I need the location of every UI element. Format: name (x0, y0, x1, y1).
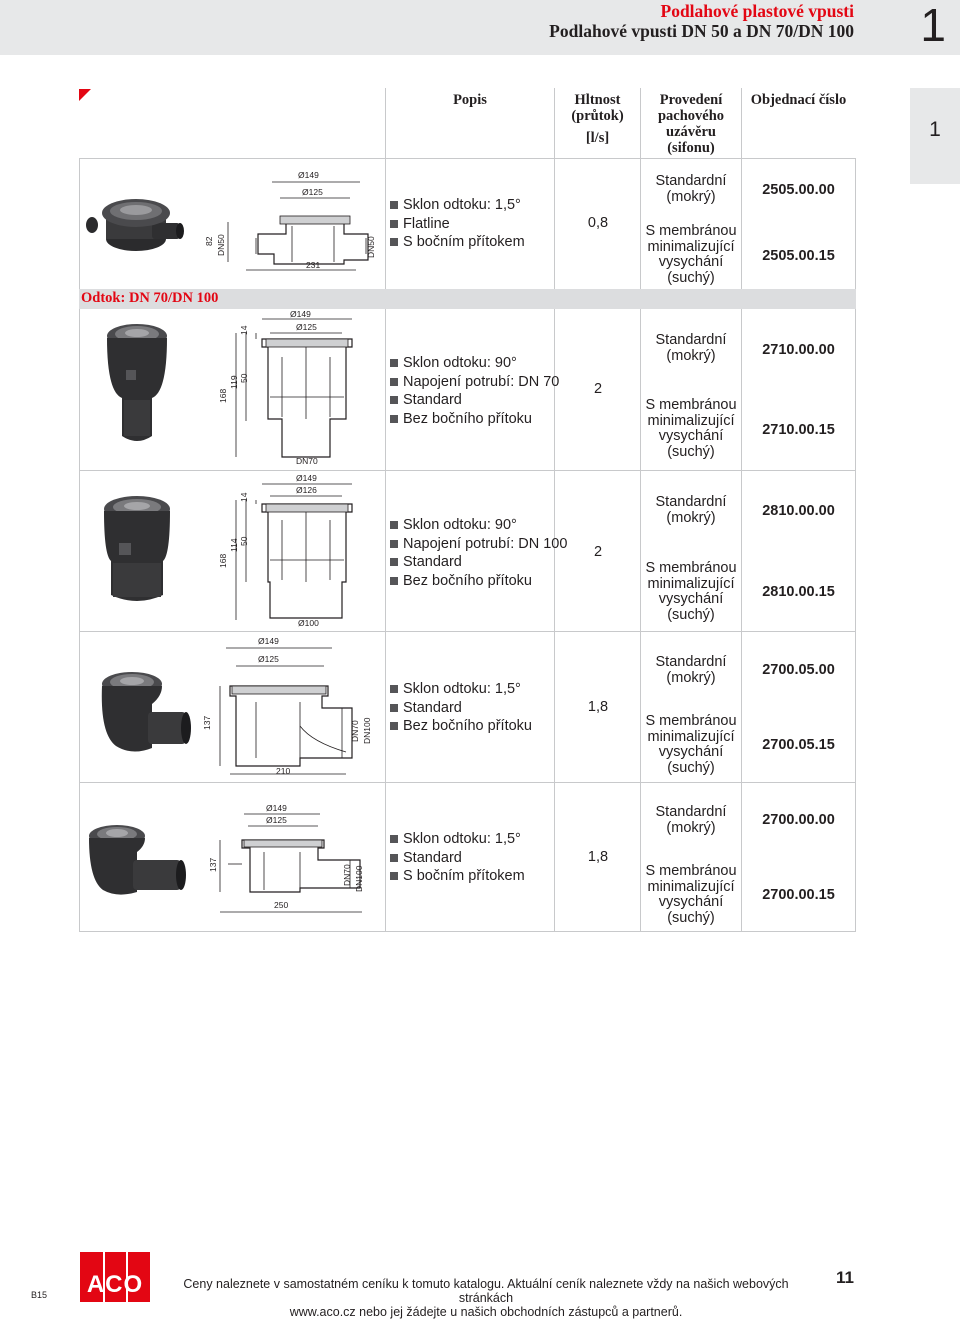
column-divider (385, 158, 386, 932)
section-band (79, 289, 856, 309)
order-code[interactable]: 2700.05.00 (762, 662, 835, 678)
row-divider (79, 782, 856, 783)
dim-h4: 168 (218, 388, 228, 403)
variant-line: minimalizující (647, 412, 735, 429)
dim-height: 137 (202, 715, 212, 730)
column-header-design (641, 92, 741, 156)
variant-dry (641, 561, 741, 623)
variant-line: Standardní (655, 494, 727, 510)
dim-h1: 14 (239, 492, 249, 502)
flow-value: 2 (593, 381, 603, 397)
order-code[interactable]: 2810.00.15 (762, 584, 835, 600)
variant-wet (641, 174, 741, 205)
feature-item: S bočním přítokem (390, 867, 525, 886)
order-code[interactable]: 2700.05.15 (762, 737, 835, 753)
variant-line: S membránou (645, 560, 737, 576)
variant-line: vysychání (658, 428, 724, 444)
feature-item: Bez bočního přítoku (390, 410, 559, 429)
row-divider (79, 631, 856, 632)
dim-d2: Ø125 (296, 322, 317, 332)
flow-value: 2 (593, 544, 603, 560)
catalog-section-title: Podlahové plastové vpusti (660, 1, 854, 21)
dim-h1: 14 (239, 325, 249, 335)
variant-line: S membránou (645, 223, 737, 239)
variant-line: Standardní (655, 654, 727, 670)
variant-dry (641, 714, 741, 776)
chapter-tab-label: 1 (929, 118, 941, 141)
order-code[interactable]: 2505.00.00 (762, 182, 835, 198)
dim-inlet: DN50 (216, 234, 226, 256)
variant-line: vysychání (658, 591, 724, 607)
dim-height: 82 (204, 236, 214, 246)
order-code[interactable]: 2700.00.00 (762, 812, 835, 828)
variant-line: (suchý) (667, 269, 715, 286)
dim-width: 250 (274, 900, 289, 910)
feature-item: Standard (390, 699, 532, 718)
feature-list (390, 830, 525, 886)
variant-line: minimalizující (647, 238, 735, 255)
variant-line: (suchý) (667, 443, 715, 460)
variant-line: vysychání (658, 744, 724, 760)
dim-outlet-1: DN70 (350, 720, 360, 742)
footer-line: Ceny naleznete v samostatném ceníku k tomuto katalogu. Aktuální ceník naleznete vždy na našich webových stránkách (183, 1277, 789, 1305)
feature-list (390, 354, 559, 428)
variant-line: vysychání (658, 894, 724, 910)
dim-h3: 119 (229, 375, 239, 389)
variant-wet (641, 655, 741, 686)
dim-outlet: DN50 (366, 236, 376, 258)
footer-link[interactable]: www.aco.cz nebo jej žádejte u našich obchodních zástupců a partnerů. (289, 1305, 683, 1319)
feature-list (390, 516, 567, 590)
feature-item: Bez bočního přítoku (390, 717, 532, 736)
column-header-flow-line: (průtok) (571, 108, 624, 124)
variant-line: (mokrý) (666, 669, 716, 686)
variant-wet (641, 805, 741, 836)
order-code[interactable]: 2710.00.15 (762, 422, 835, 438)
column-header-design-line: Provedení (659, 92, 723, 108)
column-header-popis: Popis (453, 92, 487, 108)
technical-drawing-2710 (212, 309, 382, 469)
page-title: Podlahové vpusti DN 50 a DN 70/DN 100 (549, 21, 854, 41)
dim-h2: 50 (239, 373, 249, 383)
feature-item: Napojení potrubí: DN 100 (390, 535, 567, 554)
feature-list (390, 196, 525, 252)
variant-line: (mokrý) (666, 819, 716, 836)
dim-outlet-1: DN70 (342, 864, 352, 886)
dim-outlet: Ø100 (298, 618, 319, 628)
row-divider (79, 470, 856, 471)
variant-wet (641, 333, 741, 364)
feature-item: Standard (390, 553, 567, 572)
feature-item: S bočním přítokem (390, 233, 525, 252)
dim-d2: Ø125 (302, 187, 323, 197)
dim-h2: 50 (239, 536, 249, 546)
column-header-order: Objednací číslo (750, 92, 847, 108)
logo-text: ACO (86, 1271, 144, 1298)
variant-line: vysychání (658, 254, 724, 270)
product-photo-2700-05 (96, 668, 192, 756)
footer-note (176, 1277, 796, 1319)
dim-d1: Ø149 (296, 473, 317, 483)
feature-item: Flatline (390, 215, 525, 234)
dim-outlet: DN70 (296, 456, 318, 466)
order-code[interactable]: 2710.00.00 (762, 342, 835, 358)
dim-height: 137 (208, 857, 218, 872)
dim-h3: 114 (229, 538, 239, 552)
feature-item: Bez bočního přítoku (390, 572, 567, 591)
feature-item: Sklon odtoku: 1,5° (390, 196, 525, 215)
variant-wet (641, 495, 741, 526)
page-code: B15 (31, 1290, 48, 1300)
variant-line: (suchý) (667, 759, 715, 776)
feature-item: Sklon odtoku: 90° (390, 354, 559, 373)
corner-marker (79, 89, 91, 101)
product-photo-2505 (84, 185, 188, 255)
order-code[interactable]: 2700.00.15 (762, 887, 835, 903)
variant-line: (mokrý) (666, 188, 716, 205)
dim-d1: Ø149 (298, 170, 319, 180)
product-photo-2710 (104, 318, 170, 450)
feature-item: Standard (390, 849, 525, 868)
variant-line: (mokrý) (666, 509, 716, 526)
product-photo-2810 (99, 491, 175, 607)
feature-item: Sklon odtoku: 90° (390, 516, 567, 535)
flow-value: 0,8 (587, 215, 609, 231)
dim-d2: Ø126 (296, 485, 317, 495)
technical-drawing-2700-05 (196, 634, 381, 780)
chapter-number: 1 (920, 0, 946, 51)
flow-value: 1,8 (587, 849, 609, 865)
dim-d1: Ø149 (266, 803, 287, 813)
variant-line: minimalizující (647, 878, 735, 895)
feature-item: Napojení potrubí: DN 70 (390, 373, 559, 392)
variant-line: (suchý) (667, 909, 715, 926)
dim-d2: Ø125 (266, 815, 287, 825)
section-label: Odtok: DN 70/DN 100 (81, 290, 219, 306)
variant-line: minimalizující (647, 728, 735, 745)
dim-d1: Ø149 (258, 636, 279, 646)
chapter-tab[interactable] (910, 88, 960, 184)
technical-drawing-2700-00 (200, 800, 380, 922)
variant-line: S membránou (645, 863, 737, 879)
column-header-design-line: pachového (657, 108, 725, 124)
variant-dry (641, 224, 741, 286)
variant-line: Standardní (655, 804, 727, 820)
dim-d2: Ø125 (258, 654, 279, 664)
technical-drawing-2505 (196, 164, 381, 284)
product-photo-2700-00 (85, 820, 189, 902)
variant-line: minimalizující (647, 575, 735, 592)
order-code[interactable]: 2810.00.00 (762, 503, 835, 519)
technical-drawing-2810 (212, 472, 382, 630)
column-header-flow-line: [l/s] (585, 130, 610, 146)
feature-item: Sklon odtoku: 1,5° (390, 680, 532, 699)
column-header-design-line: uzávěru (666, 124, 716, 140)
variant-line: S membránou (645, 397, 737, 413)
variant-dry (641, 398, 741, 460)
feature-item: Sklon odtoku: 1,5° (390, 830, 525, 849)
dim-outlet-2: DN100 (354, 865, 364, 892)
order-code[interactable]: 2505.00.15 (762, 248, 835, 264)
variant-dry (641, 864, 741, 926)
variant-line: (mokrý) (666, 347, 716, 364)
dim-d1: Ø149 (290, 309, 311, 319)
aco-logo[interactable] (80, 1252, 150, 1302)
feature-item: Standard (390, 391, 559, 410)
page-number: 11 (836, 1268, 854, 1287)
column-header-flow (555, 92, 640, 146)
feature-list (390, 680, 532, 736)
variant-line: (suchý) (667, 606, 715, 623)
flow-value: 1,8 (587, 699, 609, 715)
dim-h4: 168 (218, 553, 228, 568)
dim-width: 210 (276, 766, 291, 776)
variant-line: Standardní (655, 173, 727, 189)
column-header-flow-line: Hltnost (574, 92, 621, 108)
column-header-design-line: (sifonu) (667, 140, 715, 156)
dim-width: 231 (306, 260, 321, 270)
dim-outlet-2: DN100 (362, 717, 372, 744)
variant-line: Standardní (655, 332, 727, 348)
variant-line: S membránou (645, 713, 737, 729)
